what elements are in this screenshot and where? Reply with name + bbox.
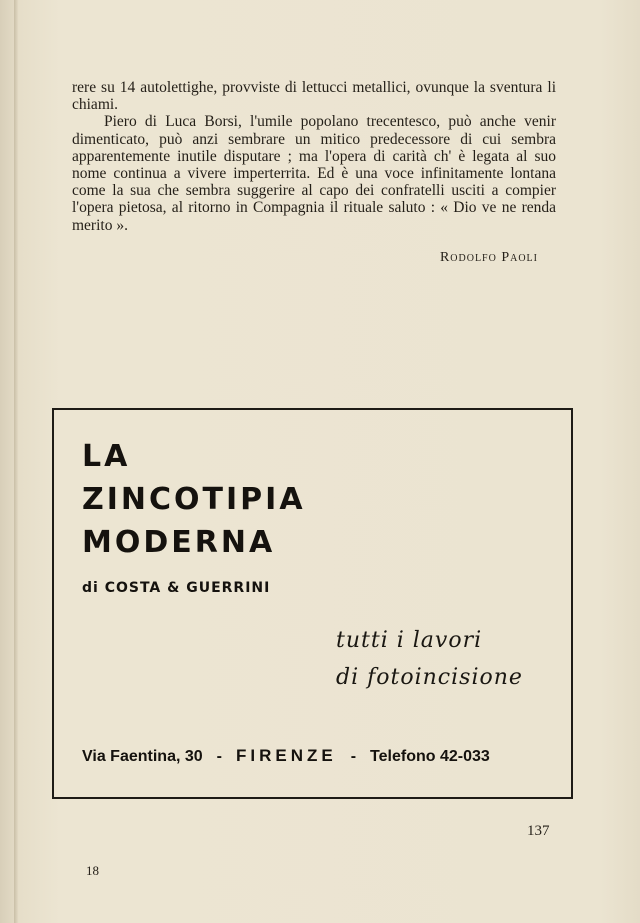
ad-title-line-3: MODERNA — [82, 525, 276, 560]
article-text — [72, 79, 556, 234]
article-paragraph-2: Piero di Luca Borsi, l'umile popolano trecentesco, può anche venir dimenticato, può anzi sembrare un mitico predecessore di cui sembra apparentemente inutile disputare ; ma l'opera di carità ch' è legata al suo nome continua a vivere imperterrita. Ed è una voce infinitamente lontana come la sua che sembra suggerire al capo dei confratelli usciti a compier l'opera pietosa, al ritorno in Compagnia il rituale saluto : « Dio ve ne renda merito ». — [72, 113, 556, 234]
ad-address-separator-1: - — [216, 748, 222, 765]
author-signature: Rodolfo Paoli — [439, 250, 538, 265]
ad-address-phone: Telefono 42-033 — [370, 748, 490, 765]
ad-title-line-1: LA — [82, 439, 131, 474]
page-gutter — [14, 0, 18, 923]
ad-title-line-2: ZINCOTIPIA — [82, 482, 306, 517]
ad-address-city: FIRENZE — [235, 746, 337, 765]
printed-page-number: 137 — [527, 823, 550, 839]
ad-address-separator-2: - — [350, 748, 357, 765]
advertisement-box — [52, 408, 573, 799]
ad-address-street: Via Faentina, 30 — [82, 748, 203, 765]
ad-tagline-line-1: tutti i lavori — [336, 628, 483, 653]
article-paragraph-1: rere su 14 autolettighe, provviste di lettucci metallici, ovunque la sventura li chiami. — [72, 79, 556, 114]
ad-subtitle: di COSTA & GUERRINI — [82, 580, 271, 596]
stamped-page-number: 18 — [86, 863, 99, 878]
ad-tagline-line-2: di fotoincisione — [336, 665, 523, 690]
ad-address — [82, 746, 548, 766]
